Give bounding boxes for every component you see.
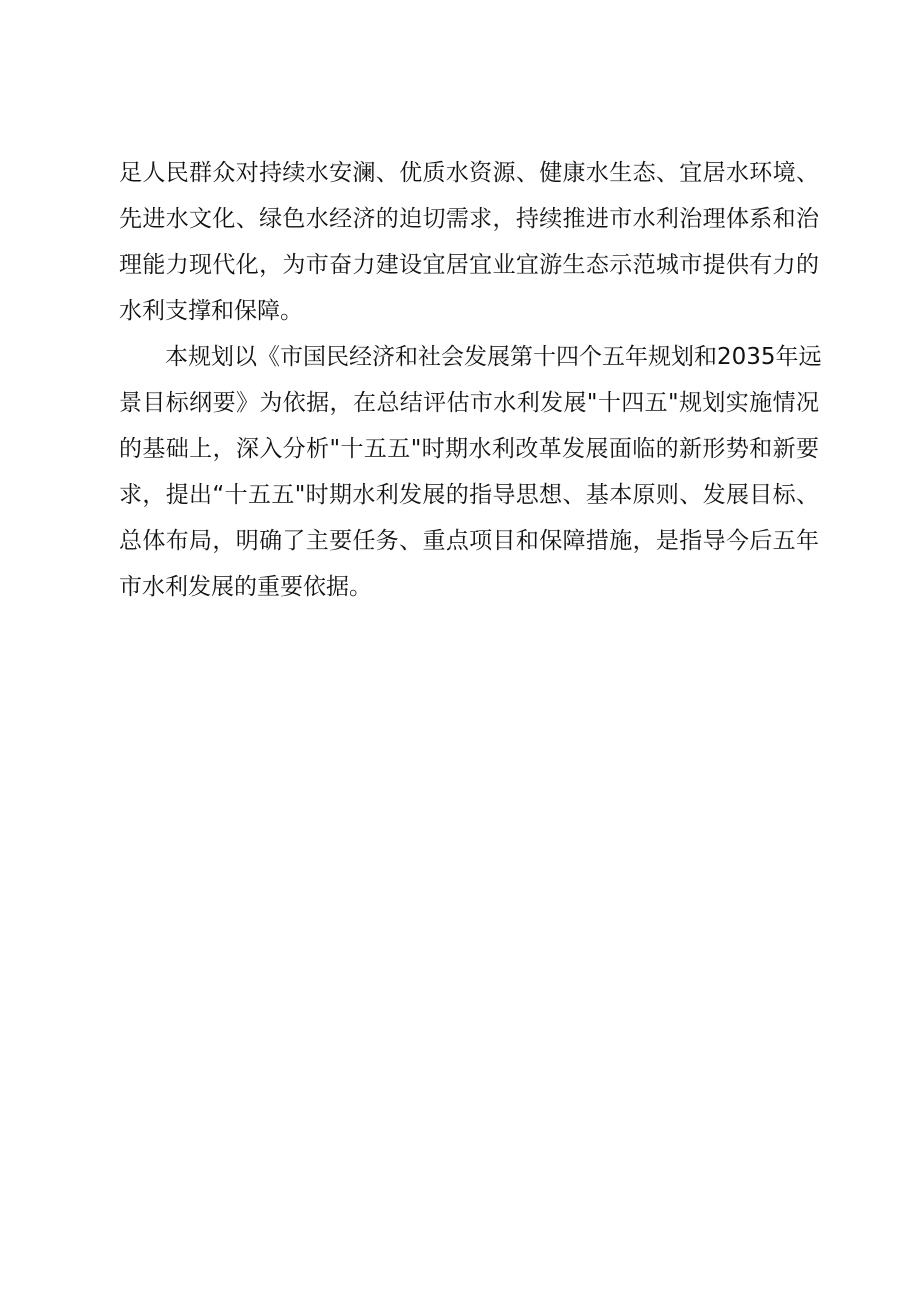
text-line: 景目标纲要》为依据，在总结评估市水利发展"十四五"规划实施情况 [119, 390, 819, 416]
text-line: 本规划以《市国民经济和社会发展第十四个五年规划和2035年远 [165, 344, 822, 370]
text-line: 先进水文化、绿色水经济的迫切需求，持续推进市水利治理体系和治 [119, 206, 819, 232]
text-line: 足人民群众对持续水安澜、优质水资源、健康水生态、宜居水环境、 [119, 160, 819, 186]
text-line: 的基础上，深入分析"十五五"时期水利改革发展面临的新形势和新要 [119, 436, 819, 462]
paragraph-1 [119, 150, 819, 334]
paragraph-2 [119, 334, 822, 610]
body-text [119, 150, 822, 610]
text-line: 总体布局，明确了主要任务、重点项目和保障措施，是指导今后五年 [119, 528, 819, 554]
text-line: 水利支撑和保障。 [119, 298, 303, 324]
text-line: 求，提出“十五五"时期水利发展的指导思想、基本原则、发展目标、 [119, 482, 819, 508]
text-line: 市水利发展的重要依据。 [119, 574, 372, 600]
text-line: 理能力现代化，为市奋力建设宜居宜业宜游生态示范城市提供有力的 [119, 252, 819, 278]
